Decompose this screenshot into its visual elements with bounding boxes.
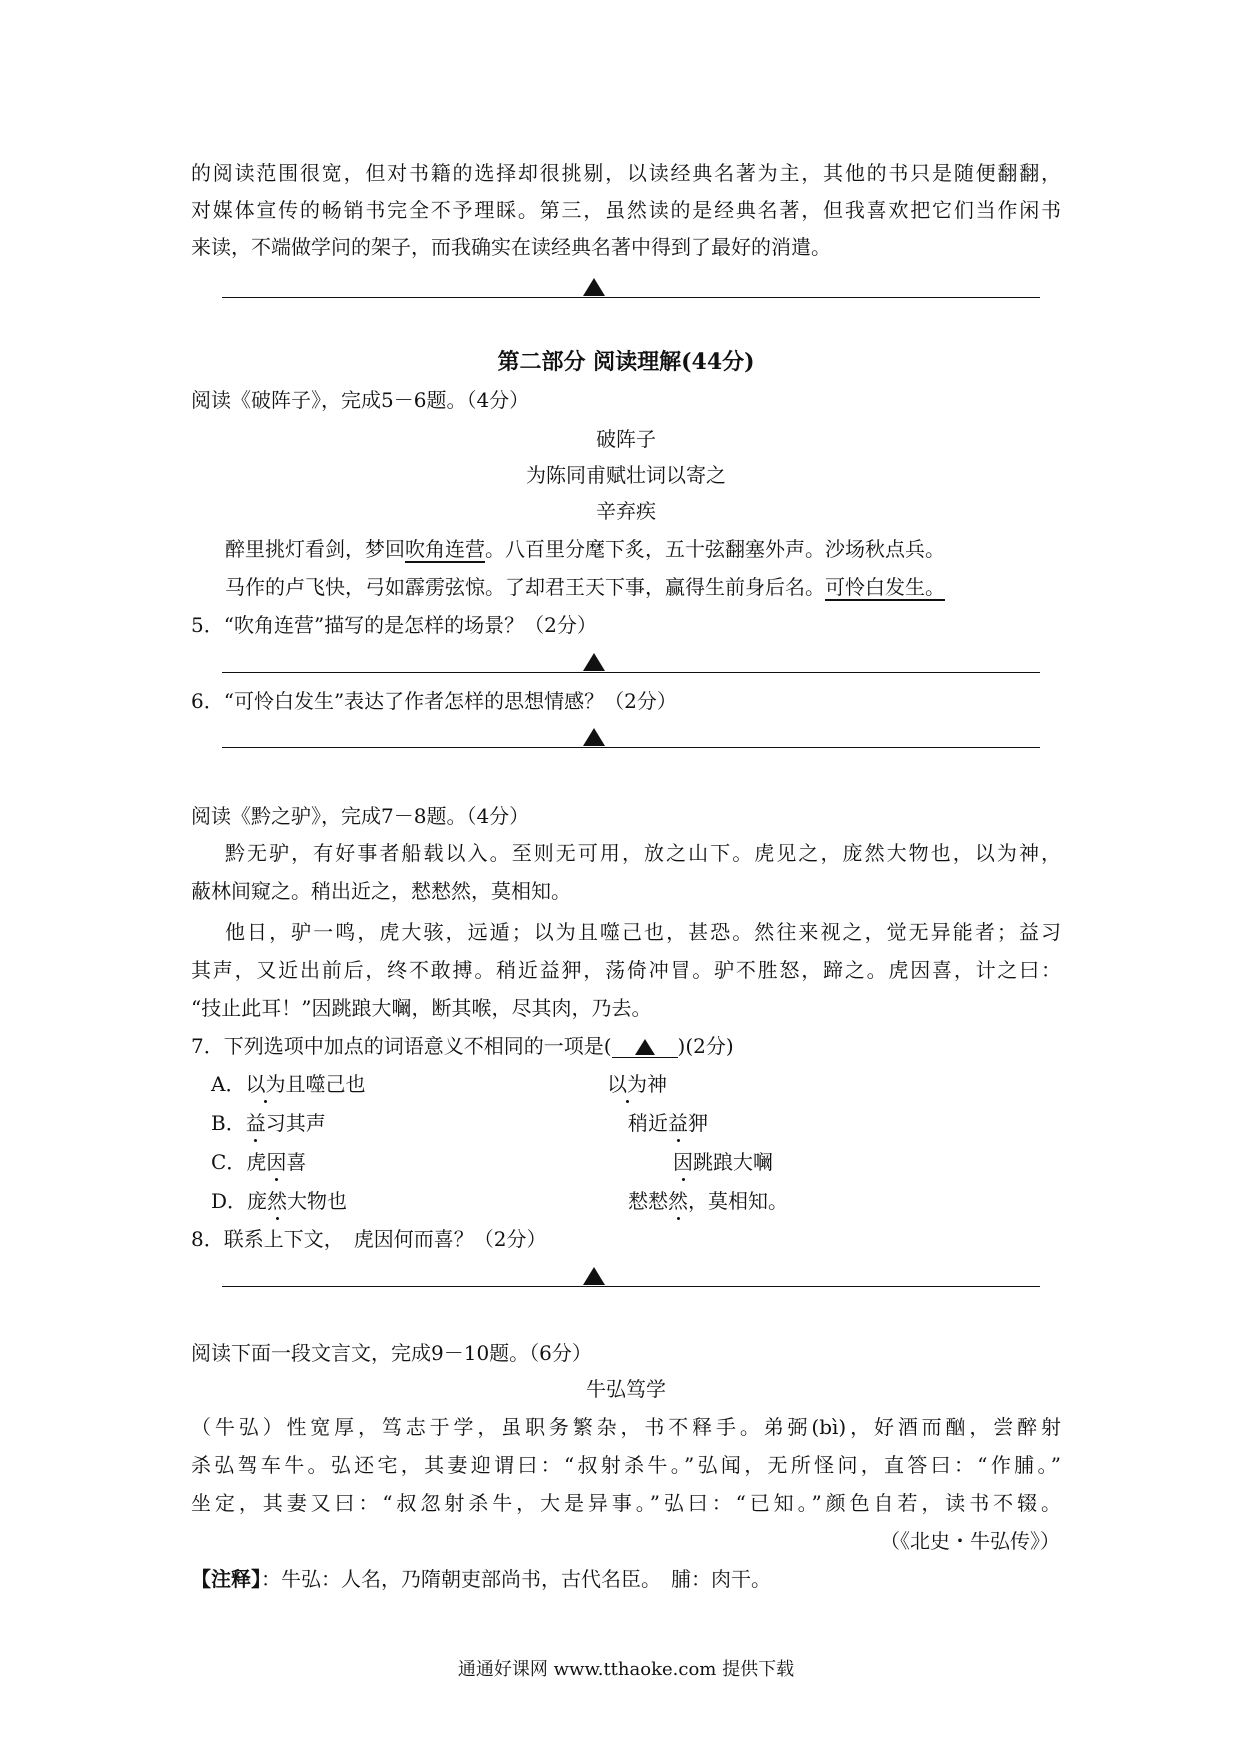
question-8: 8．联系上下文， 虎因何而喜？（2分） [191,1227,547,1251]
dotted-word: 然 [668,1189,688,1213]
option-label: D． [211,1189,248,1213]
poem-line-1-text-end: 。八百里分麾下炙，五十弦翻塞外声。沙场秋点兵。 [485,537,945,561]
niuhong-note [191,1566,771,1592]
niuhong-line-1: （牛弘）性宽厚，笃志于学，虽职务繁杂，书不释手。弟弼(bì)，好酒而酗，尝醉射 [191,1415,1061,1439]
option-text: 庞 [247,1189,268,1213]
option-text: ，莫相知。 [688,1189,788,1213]
option-c-left [211,1149,306,1175]
donkey-p2-line-1: 他日，驴一鸣，虎大骇，远遁；以为且噬己也，甚恐。然往来视之，觉无异能者；益习 [225,920,1061,944]
poem-line-1 [225,536,945,562]
note-text: ：牛弘：人名，乃隋朝吏部尚书，古代名臣。 脯：肉干。 [261,1567,771,1591]
poem-line-2 [225,574,945,600]
dotted-word: 因 [673,1150,693,1174]
answer-line[interactable] [222,297,1040,298]
question-7-text: 7．下列选项中加点的词语意义不相同的一项是( [191,1034,612,1058]
answer-triangle-icon [583,653,605,671]
option-c-right [673,1149,773,1175]
donkey-p2-line-2: 其声，又近出前后，终不敢搏。稍近益狎，荡倚冲冒。驴不胜怒，蹄之。虎因喜，计之曰： [191,958,1061,982]
dotted-word: 以为 [607,1072,647,1096]
option-label: B． [211,1111,246,1135]
question-7-score: )(2分) [677,1034,734,1058]
poem-author: 辛弃疾 [596,499,656,523]
option-text: 虎 [246,1150,267,1174]
dotted-word: 以为 [245,1072,286,1096]
intro-line-2: 对媒体宣传的畅销书完全不予理睬。第三，虽然读的是经典名著，但我喜欢把它们当作闲书 [191,198,1061,222]
answer-triangle-icon [583,728,605,746]
donkey-p1-line-2: 蔽林间窥之。稍出近之，慭慭然，莫相知。 [191,879,571,903]
niuhong-prompt: 阅读下面一段文言文，完成9－10题。（6分） [191,1341,592,1365]
underlined-phrase-kelian: 可怜白发生。 [825,575,945,599]
answer-line[interactable] [222,747,1040,748]
underlined-phrase-chuijiao: 吹角连营 [405,537,485,561]
answer-triangle-icon [635,1039,655,1055]
answer-line[interactable] [222,1286,1040,1287]
poem-title: 破阵子 [596,427,656,451]
option-text: 慭慭 [628,1189,668,1213]
option-text: 稍近 [628,1111,668,1135]
option-a-left [211,1071,365,1097]
dotted-word: 益 [668,1111,688,1135]
answer-triangle-icon [583,1267,605,1285]
option-text: 跳踉大㘎 [693,1150,773,1174]
question-6: 6．“可怜白发生”表达了作者怎样的思想情感？（2分） [191,689,677,713]
niuhong-source: （《北史・牛弘传》） [880,1529,1060,1553]
option-b-right [628,1110,708,1136]
poem-line-1-text: 醉里挑灯看剑，梦回 [225,537,405,561]
intro-line-1: 的阅读范围很宽，但对书籍的选择却很挑剔，以读经典名著为主，其他的书只是随便翻翻， [191,161,1061,185]
niuhong-line-3: 坐定，其妻又曰：“叔忽射杀牛，大是异事。”弘曰：“已知。”颜色自若，读书不辍。 [191,1491,1061,1515]
option-text: 且噬己也 [285,1072,366,1096]
part-title: 第二部分 阅读理解(44分) [497,349,755,375]
poem-subtitle: 为陈同甫赋壮词以寄之 [526,463,726,487]
option-text: 神 [647,1072,667,1096]
poem-prompt: 阅读《破阵子》，完成5－6题。（4分） [191,388,530,412]
option-text: 大物也 [287,1189,348,1213]
option-label: C． [211,1150,247,1174]
option-b-left [211,1110,326,1136]
question-7 [191,1033,734,1059]
niuhong-title: 牛弘笃学 [586,1377,666,1401]
option-label: A． [211,1072,246,1096]
answer-blank[interactable] [612,1035,678,1058]
niuhong-line-2: 杀弘驾车牛。弘还宅，其妻迎谓曰：“叔射杀牛。”弘闻，无所怪问，直答曰：“作脯。” [191,1453,1061,1477]
dotted-word: 因 [266,1150,287,1174]
footer-text: 通通好课网 www.tthaoke.com 提供下载 [457,1659,795,1680]
answer-line[interactable] [222,672,1040,673]
donkey-prompt: 阅读《黔之驴》，完成7－8题。（4分） [191,804,530,828]
question-5: 5．“吹角连营”描写的是怎样的场景？（2分） [191,613,597,637]
answer-triangle-icon [583,278,605,296]
poem-line-2-text: 马作的卢飞快，弓如霹雳弦惊。了却君王天下事，赢得生前身后名。 [225,575,825,599]
option-text: 喜 [286,1150,307,1174]
dotted-word: 然 [267,1189,288,1213]
option-d-right [628,1188,788,1214]
option-text: 狎 [688,1111,708,1135]
option-a-right [607,1071,667,1097]
donkey-p2-line-3: “技止此耳！”因跳踉大㘎，断其喉，尽其肉，乃去。 [191,996,652,1020]
intro-line-3: 来读，不端做学问的架子，而我确实在读经典名著中得到了最好的消遣。 [191,235,831,259]
note-label: 【注释】 [191,1567,261,1591]
dotted-word: 益 [245,1111,266,1135]
option-d-left [211,1188,347,1214]
option-text: 习其声 [265,1111,326,1135]
donkey-p1-line-1: 黔无驴，有好事者船载以入。至则无可用，放之山下。虎见之，庞然大物也，以为神， [225,841,1061,865]
